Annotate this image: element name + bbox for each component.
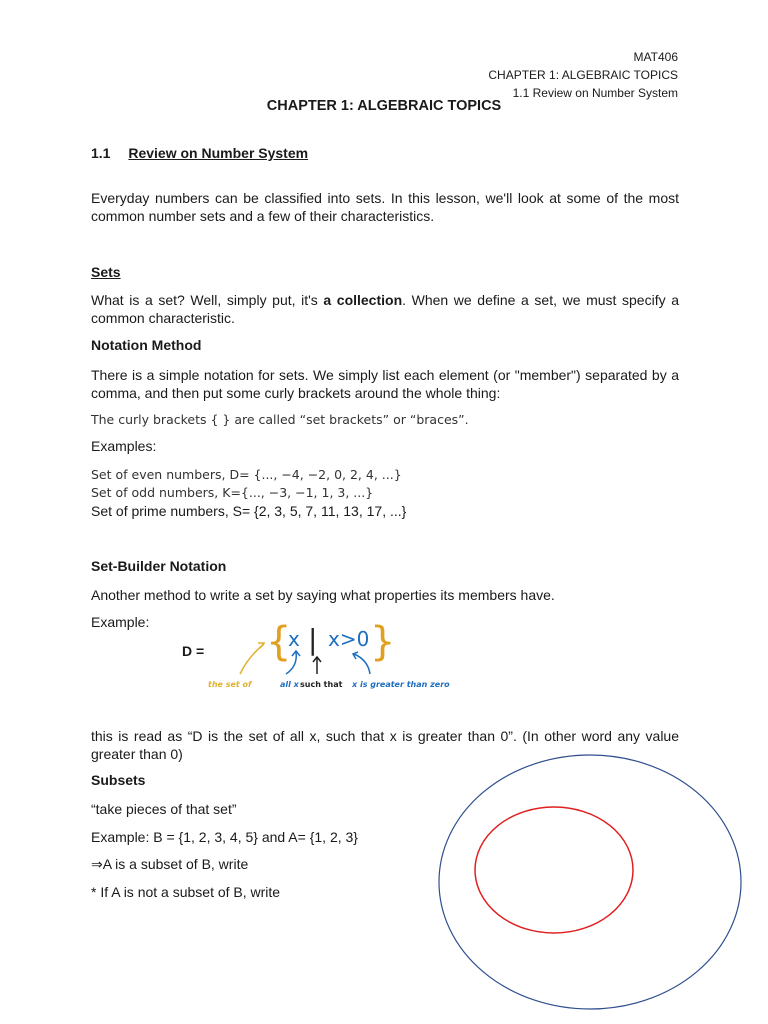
formula-open-brace: {: [266, 619, 292, 665]
brackets-note: The curly brackets { } are called “set brackets” or “braces”.: [91, 412, 469, 427]
section-number: 1.1: [91, 145, 111, 161]
set-builder-figure: [200, 612, 460, 692]
annotation-greater-than: x is greater than zero: [352, 680, 450, 689]
notation-heading: Notation Method: [91, 337, 202, 353]
section-heading: [91, 145, 308, 161]
formula-variable: x: [288, 627, 300, 651]
header-chapter: CHAPTER 1: ALGEBRAIC TOPICS: [488, 68, 678, 82]
sets-text-before: What is a set? Well, simply put, it's: [91, 292, 324, 308]
annotation-all-x: all x: [280, 680, 299, 689]
set-builder-example-label: Example:: [91, 614, 150, 630]
examples-label: Examples:: [91, 438, 157, 454]
subsets-quote: “take pieces of that set”: [91, 801, 237, 817]
sets-bold: a collection: [323, 292, 403, 308]
outer-set-circle: [439, 755, 741, 1009]
annotation-such-that: such that: [300, 680, 343, 689]
subsets-heading: Subsets: [91, 772, 146, 788]
sets-heading: Sets: [91, 264, 121, 280]
page-header: [488, 48, 678, 102]
formula-condition: x>0: [328, 627, 370, 651]
formula-bar: |: [308, 623, 318, 656]
example-prime: Set of prime numbers, S= {2, 3, 5, 7, 11, 13, 17, ...}: [91, 503, 407, 519]
set-builder-lhs: D =: [182, 643, 205, 659]
set-builder-paragraph: Another method to write a set by saying what properties its members have.: [91, 587, 555, 603]
arrow-greater-than: [354, 654, 370, 674]
subsets-example: Example: B = {1, 2, 3, 4, 5} and A= {1, 2, 3}: [91, 829, 358, 845]
example-odd: Set of odd numbers, K={..., −3, −1, 1, 3, ...}: [91, 485, 374, 500]
intro-paragraph: Everyday numbers can be classified into sets. In this lesson, we'll look at some of the most common number sets and a few of their characteristics.: [91, 190, 679, 224]
sets-text-after: . When we define a set, we must specify a common characteristic.: [91, 292, 679, 326]
venn-diagram: [436, 752, 746, 1012]
course-code: MAT406: [633, 50, 678, 64]
page-title: CHAPTER 1: ALGEBRAIC TOPICS: [266, 98, 502, 114]
notation-paragraph: There is a simple notation for sets. We simply list each element (or "member") separated by a comma, and then put some curly brackets around the whole thing:: [91, 367, 679, 401]
sets-paragraph: [91, 291, 679, 327]
set-builder-heading: Set-Builder Notation: [91, 558, 227, 574]
annotation-set-of: the set of: [208, 680, 252, 689]
section-title: Review on Number System: [128, 145, 309, 161]
subset-statement: ⇒A is a subset of B, write: [91, 856, 249, 872]
not-subset-statement: * If A is not a subset of B, write: [91, 884, 281, 900]
formula-close-brace: }: [370, 619, 396, 665]
set-builder-reading: this is read as “D is the set of all x, such that x is greater than 0”. (In other word any value greater than 0): [91, 728, 679, 762]
arrow-set-of: [240, 644, 264, 674]
header-section: 1.1 Review on Number System: [512, 86, 678, 100]
inner-set-circle: [475, 807, 633, 933]
example-even: Set of even numbers, D= {..., −4, −2, 0, 2, 4, ...}: [91, 467, 402, 482]
